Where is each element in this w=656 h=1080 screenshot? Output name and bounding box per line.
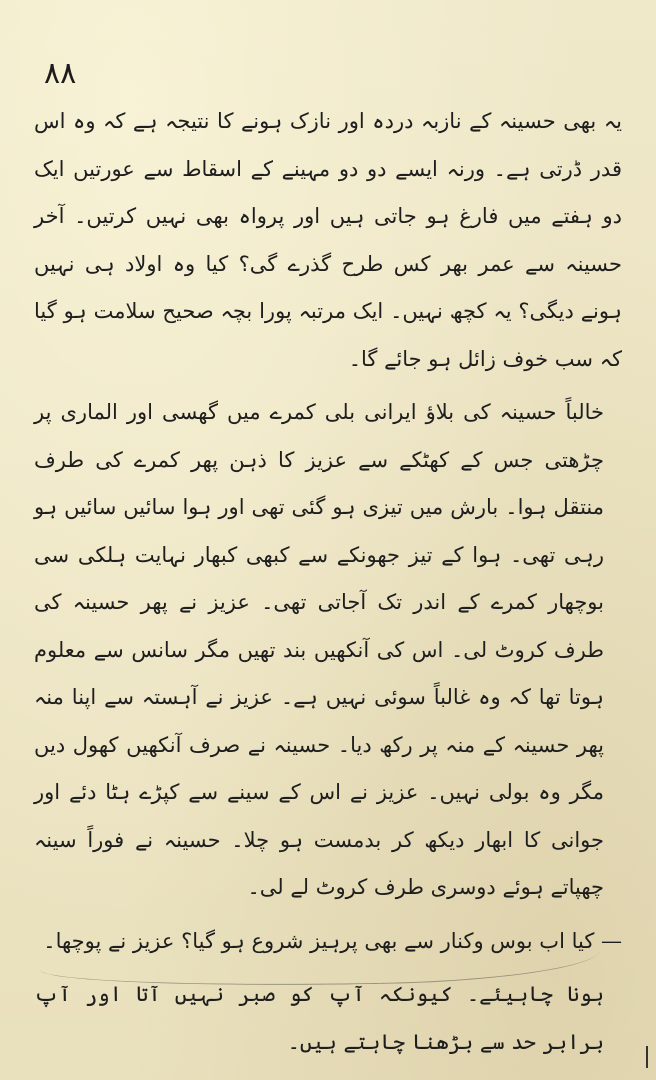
paragraph-4: ہونا چاہیئے۔ کیونکہ آپ کو صبر نہیں آتا اور آپ برابر حد سے بڑھنا چاہتے ہیں۔ bbox=[34, 982, 604, 1054]
paragraph-2: خالباً حسینہ کی بلاؤ ایرانی بلی کمرے میں گھسی اور الماری پر چڑھتی جس کے کھٹکے سے عزیز کا ذہن پھر کمرے کی طرف منتقل ہوا۔ بارش میں تیزی ہو گئی تھی اور ہوا سائیں سائیں ہو رہی تھی۔ ہوا کے تیز جھونکے سے کبھی کبھار نہایت ہلکی سی بوچھار کمرے کے اندر تک آجاتی تھی۔ عزیز نے پھر حسینہ کی طرف کروٹ لی۔ اس کی آنکھیں بند تھیں مگر سانس سے معلوم ہوتا تھا کہ وہ غالباً سوئی نہیں ہے۔ عزیز نے آہستہ سے اپنا منہ پھر حسینہ کے منہ پر رکھ دیا۔ حسینہ نے صرف آنکھیں کھول دیں مگر وہ بولی نہیں۔ عزیز نے اس کے سینے سے کپڑے ہٹا دئے اور جوانی کا ابھار دیکھ کر بدمست ہو چلا۔ حسینہ نے فوراً سینہ چھپاتے ہوئے دوسری طرف کروٹ لے لی۔ bbox=[34, 400, 604, 899]
paragraph-3: — کیا اب بوس وکنار سے بھی پرہیز شروع ہو گیا؟ عزیز نے پوچھا۔ bbox=[43, 928, 622, 953]
page-body bbox=[34, 98, 622, 1066]
page-number: ٨٨ bbox=[44, 56, 77, 91]
paragraph-1: یہ بھی حسینہ کے نازبہ دردہ اور نازک ہونے کا نتیجہ ہے کہ وہ اس قدر ڈرتی ہے۔ ورنہ ایسے دو دو مہینے کے اسقاط سے عورتیں ایک دو ہفتے میں فارغ ہو جاتی ہیں اور پرواہ بھی نہیں کرتیں۔ آخر حسینہ سے عمر بھر کس طرح گذرے گی؟ کیا وہ اولاد ہی نہیں ہونے دیگی؟ یہ کچھ نہیں۔ ایک مرتبہ پورا بچہ صحیح سلامت ہو گیا کہ سب خوف زائل ہو جائے گا۔ bbox=[34, 109, 622, 371]
margin-mark bbox=[646, 1046, 648, 1068]
